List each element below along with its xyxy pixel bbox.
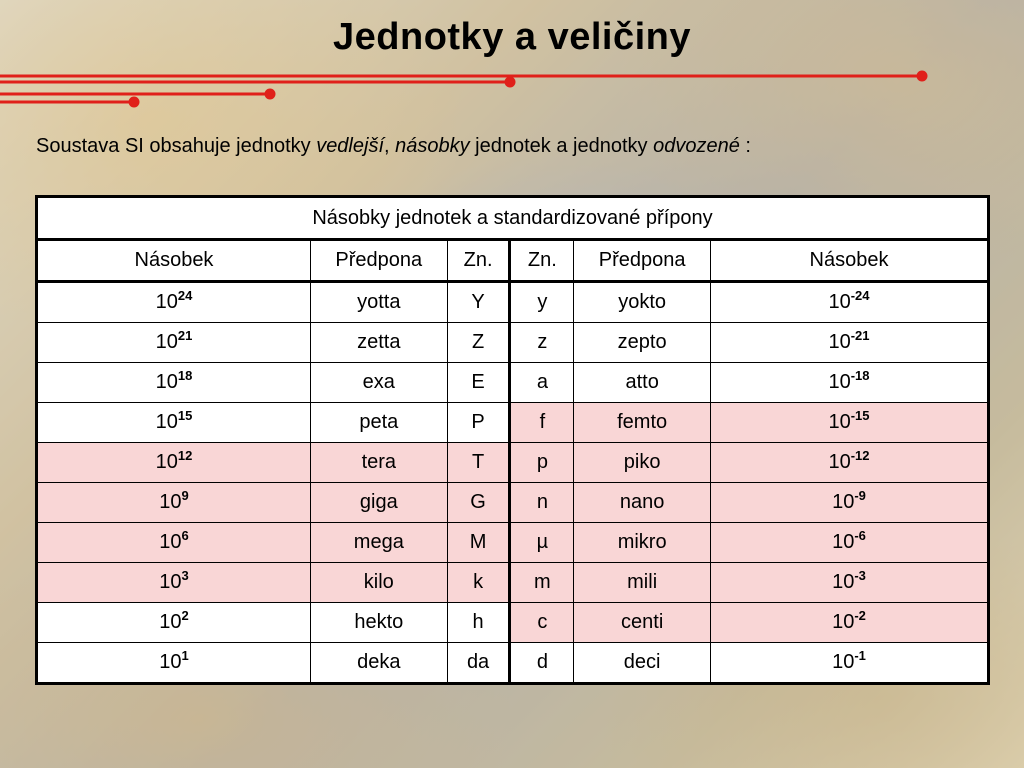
multiple-left: $10^2$ xyxy=(37,603,311,643)
multiple-right: $10^{-21}$ xyxy=(711,323,989,363)
multiple-left: $10^{15}$ xyxy=(37,403,311,443)
prefix-left: mega xyxy=(310,523,447,563)
table-row xyxy=(37,403,989,443)
multiple-right: $10^{-6}$ xyxy=(711,523,989,563)
symbol-left: M xyxy=(447,523,510,563)
prefix-left: kilo xyxy=(310,563,447,603)
symbol-left: P xyxy=(447,403,510,443)
table-row xyxy=(37,603,989,643)
symbol-left: E xyxy=(447,363,510,403)
multiple-left: $10^{21}$ xyxy=(37,323,311,363)
header-multiple-left: Násobek xyxy=(37,240,311,282)
prefix-right: zepto xyxy=(574,323,711,363)
table-row xyxy=(37,282,989,323)
multiple-left: $10^{18}$ xyxy=(37,363,311,403)
table-row xyxy=(37,363,989,403)
prefix-left: tera xyxy=(310,443,447,483)
symbol-right: m xyxy=(510,563,574,603)
header-prefix-right: Předpona xyxy=(574,240,711,282)
prefix-left: yotta xyxy=(310,282,447,323)
table-row xyxy=(37,643,989,684)
prefix-left: zetta xyxy=(310,323,447,363)
multiple-left: $10^6$ xyxy=(37,523,311,563)
header-prefix-left: Předpona xyxy=(310,240,447,282)
multiple-left: $10^9$ xyxy=(37,483,311,523)
symbol-left: da xyxy=(447,643,510,684)
symbol-right: c xyxy=(510,603,574,643)
prefix-right: atto xyxy=(574,363,711,403)
header-multiple-right: Násobek xyxy=(711,240,989,282)
header-symbol-right: Zn. xyxy=(510,240,574,282)
symbol-left: G xyxy=(447,483,510,523)
multiple-left: $10^1$ xyxy=(37,643,311,684)
symbol-left: k xyxy=(447,563,510,603)
header-symbol-left: Zn. xyxy=(447,240,510,282)
slide-title: Jednotky a veličiny xyxy=(333,16,691,58)
table-row xyxy=(37,323,989,363)
symbol-left: Y xyxy=(447,282,510,323)
symbol-right: p xyxy=(510,443,574,483)
intro-middle: jednotek a jednotky xyxy=(469,135,654,157)
prefix-right: yokto xyxy=(574,282,711,323)
symbol-left: T xyxy=(447,443,510,483)
symbol-left: Z xyxy=(447,323,510,363)
table-header-row xyxy=(37,240,989,282)
symbol-right: z xyxy=(510,323,574,363)
multiple-left: $10^3$ xyxy=(37,563,311,603)
prefix-left: peta xyxy=(310,403,447,443)
multiple-right: $10^{-24}$ xyxy=(711,282,989,323)
multiple-right: $10^{-12}$ xyxy=(711,443,989,483)
prefix-table xyxy=(35,195,990,685)
symbol-right: a xyxy=(510,363,574,403)
intro-term-nasobky: násobky xyxy=(395,135,470,157)
symbol-right: y xyxy=(510,282,574,323)
table-row xyxy=(37,563,989,603)
intro-suffix: : xyxy=(739,135,751,157)
multiple-right: $10^{-15}$ xyxy=(711,403,989,443)
multiple-left: $10^{24}$ xyxy=(37,282,311,323)
intro-sep: , xyxy=(384,135,396,157)
multiple-right: $10^{-2}$ xyxy=(711,603,989,643)
symbol-right: µ xyxy=(510,523,574,563)
prefix-right: femto xyxy=(574,403,711,443)
multiple-right: $10^{-3}$ xyxy=(711,563,989,603)
table-row xyxy=(37,443,989,483)
prefix-left: hekto xyxy=(310,603,447,643)
symbol-left: h xyxy=(447,603,510,643)
multiple-right: $10^{-18}$ xyxy=(711,363,989,403)
prefix-right: nano xyxy=(574,483,711,523)
prefix-right: centi xyxy=(574,603,711,643)
decorative-red-lines xyxy=(0,66,1024,110)
table-row xyxy=(37,523,989,563)
intro-term-odvozene: odvozené xyxy=(653,135,740,157)
table-caption: Násobky jednotek a standardizované přípony xyxy=(37,197,989,240)
multiple-right: $10^{-9}$ xyxy=(711,483,989,523)
table-row xyxy=(37,483,989,523)
prefix-right: mikro xyxy=(574,523,711,563)
symbol-right: n xyxy=(510,483,574,523)
symbol-right: f xyxy=(510,403,574,443)
prefix-left: exa xyxy=(310,363,447,403)
symbol-right: d xyxy=(510,643,574,684)
prefix-left: giga xyxy=(310,483,447,523)
intro-prefix: Soustava SI obsahuje jednotky xyxy=(36,135,317,157)
prefix-right: mili xyxy=(574,563,711,603)
intro-term-vedlejsi: vedlejší xyxy=(316,135,384,157)
intro-text xyxy=(36,135,751,158)
multiple-left: $10^{12}$ xyxy=(37,443,311,483)
prefix-right: piko xyxy=(574,443,711,483)
multiple-right: $10^{-1}$ xyxy=(711,643,989,684)
prefix-right: deci xyxy=(574,643,711,684)
prefix-left: deka xyxy=(310,643,447,684)
